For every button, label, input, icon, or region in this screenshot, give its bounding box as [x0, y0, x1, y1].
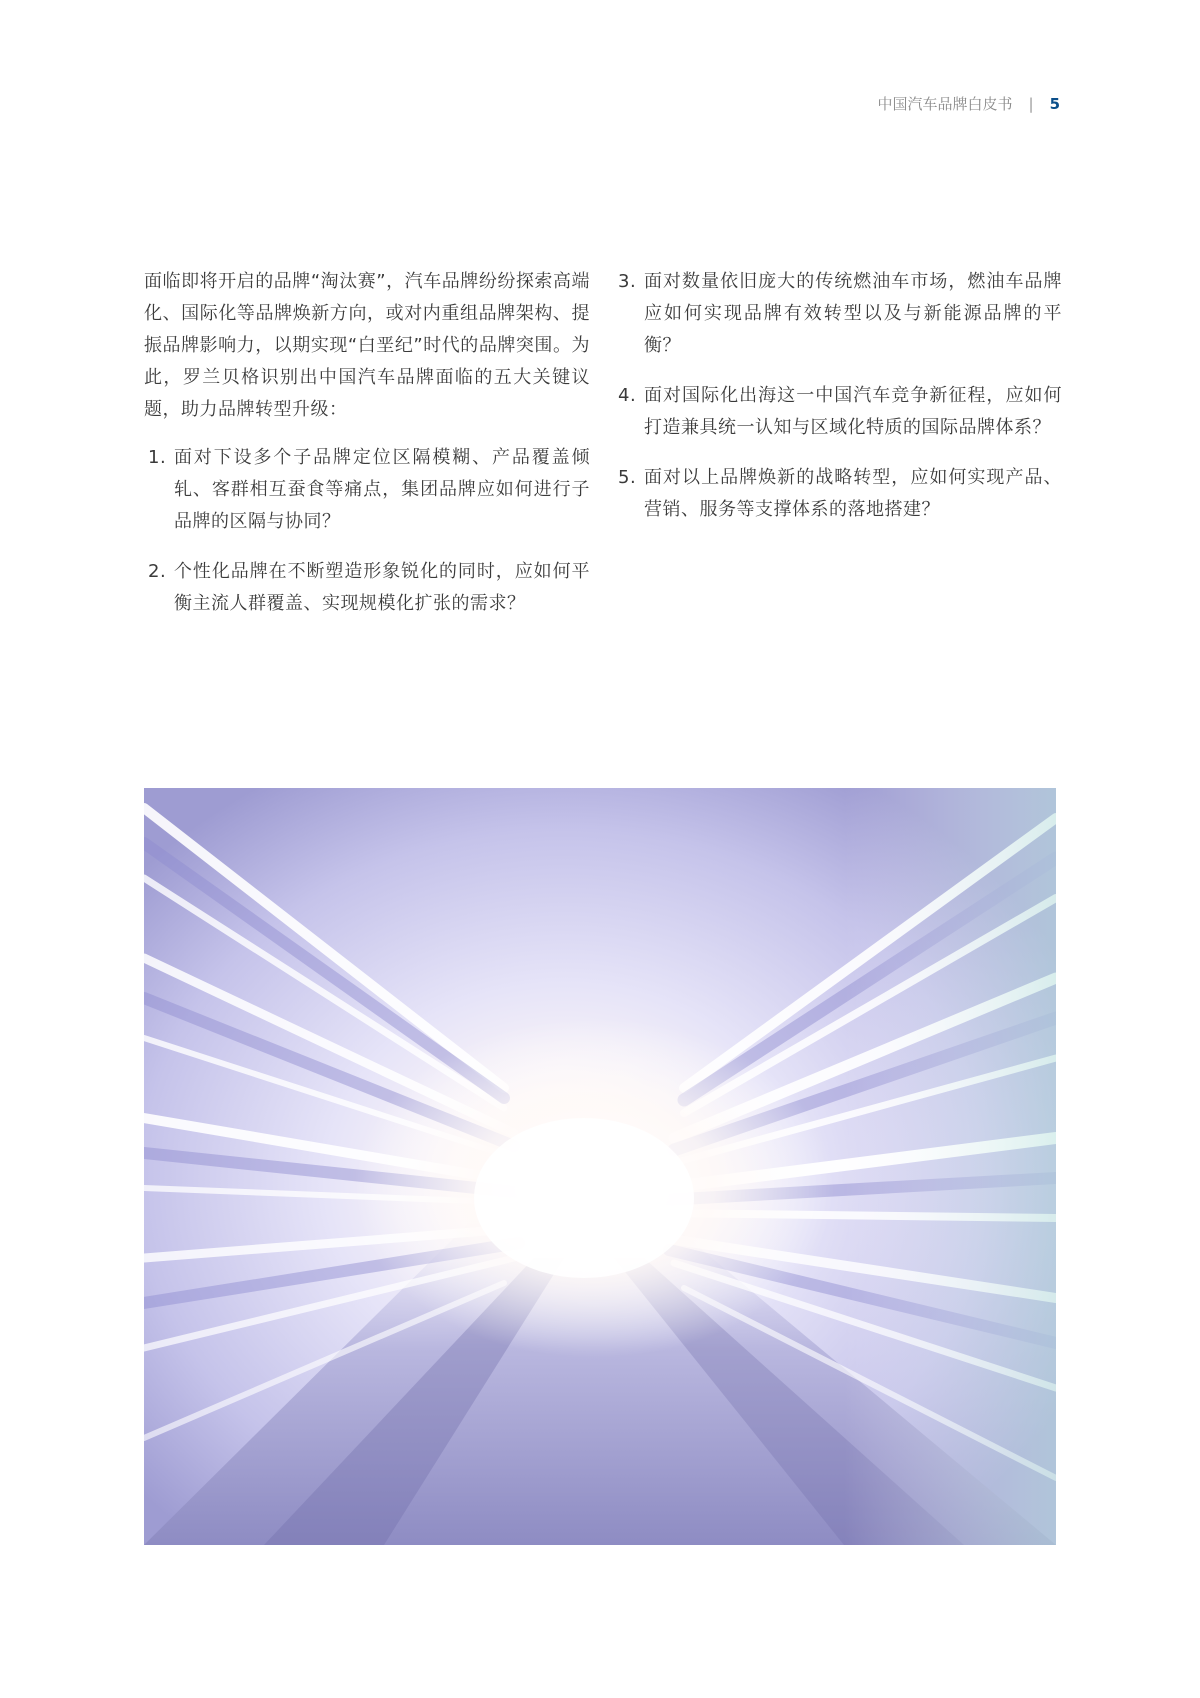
header-separator: |	[1028, 94, 1034, 113]
document-title: 中国汽车品牌白皮书	[877, 95, 1013, 113]
list-item-number: 5.	[618, 467, 637, 488]
running-header	[877, 93, 1060, 114]
list-item	[618, 266, 1062, 362]
left-column	[144, 266, 590, 638]
question-list-left	[144, 442, 590, 620]
list-item-number: 1.	[148, 447, 167, 468]
question-list-right	[618, 266, 1062, 526]
corridor-illustration	[144, 788, 1056, 1545]
list-item-number: 3.	[618, 271, 637, 292]
list-item-text: 面对以上品牌焕新的战略转型，应如何实现产品、营销、服务等支撑体系的落地搭建？	[644, 467, 1062, 520]
list-item-number: 2.	[148, 561, 167, 582]
list-item	[144, 556, 590, 620]
list-item-text: 个性化品牌在不断塑造形象锐化的同时，应如何平衡主流人群覆盖、实现规模化扩张的需求？	[174, 561, 590, 614]
list-item-text: 面对数量依旧庞大的传统燃油车市场，燃油车品牌应如何实现品牌有效转型以及与新能源品牌的平衡？	[644, 271, 1062, 356]
right-column	[618, 266, 1062, 544]
motion-blur-corridor-image	[144, 788, 1056, 1545]
intro-paragraph: 面临即将开启的品牌“淘汰赛”，汽车品牌纷纷探索高端化、国际化等品牌焕新方向，或对内重组品牌架构、提振品牌影响力，以期实现“白垩纪”时代的品牌突围。为此，罗兰贝格识别出中国汽车品牌面临的五大关键议题，助力品牌转型升级：	[144, 271, 590, 420]
page-number: 5	[1049, 94, 1060, 113]
list-item	[618, 380, 1062, 444]
list-item-text: 面对国际化出海这一中国汽车竞争新征程，应如何打造兼具统一认知与区域化特质的国际品牌体系？	[644, 385, 1062, 438]
list-item	[618, 462, 1062, 526]
list-item-text: 面对下设多个子品牌定位区隔模糊、产品覆盖倾轧、客群相互蚕食等痛点，集团品牌应如何进行子品牌的区隔与协同？	[174, 447, 590, 532]
list-item	[144, 442, 590, 538]
list-item-number: 4.	[618, 385, 637, 406]
